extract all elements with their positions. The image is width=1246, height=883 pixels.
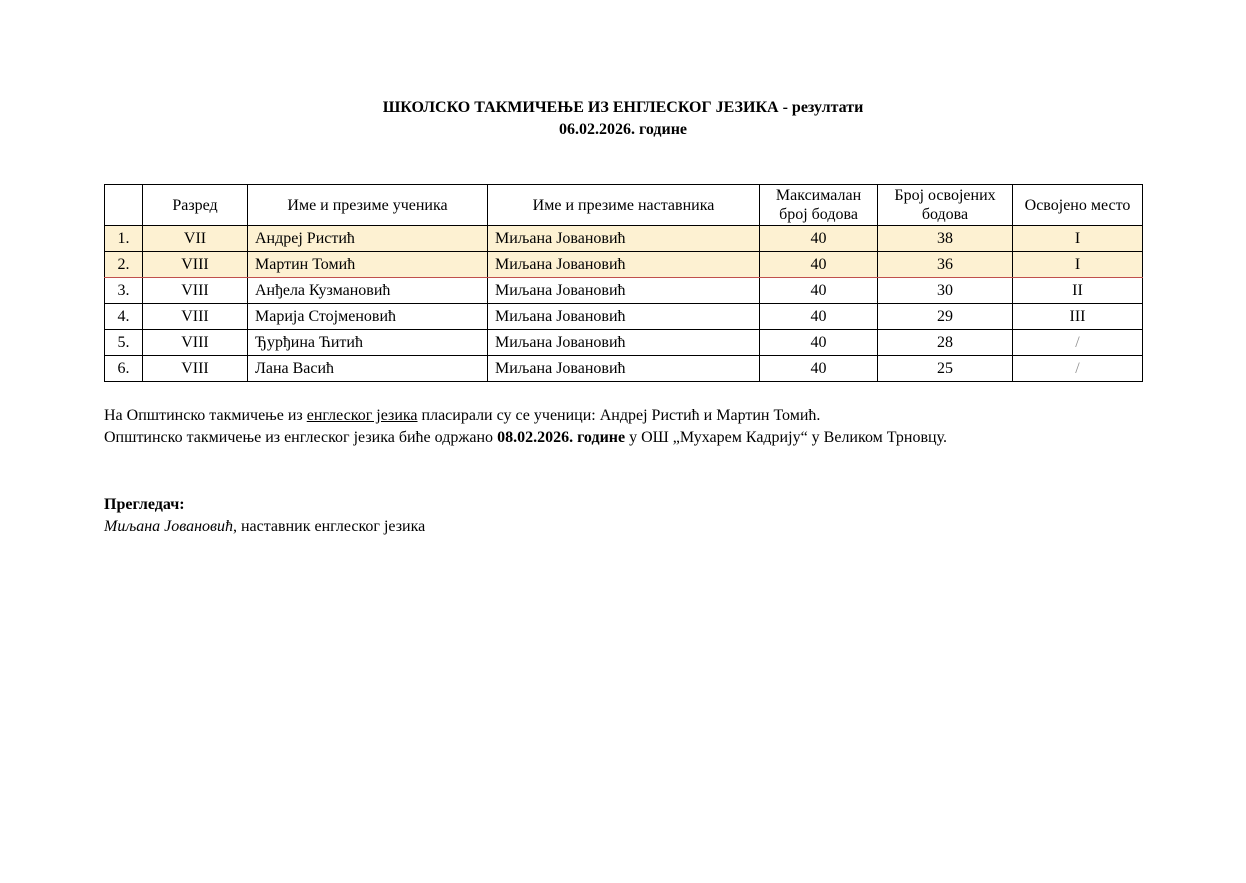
title-line-1: ШКОЛСКО ТАКМИЧЕЊЕ ИЗ ЕНГЛЕСКОГ ЈЕЗИКА - резултати [382,99,864,116]
cell-max-points: 40 [760,226,878,252]
cell-grade: VIII [143,356,248,382]
cell-number: 4. [105,304,143,330]
cell-max-points: 40 [760,252,878,278]
cell-place: / [1013,330,1143,356]
table-row [105,278,1143,304]
table-row [105,226,1143,252]
cell-student: Ђурђина Ћитић [248,330,488,356]
municipal-date: 08.02.2026. године [497,429,626,446]
cell-points: 36 [878,252,1013,278]
header-grade: Разред [143,185,248,226]
cell-teacher: Миљана Јовановић [488,278,760,304]
subject-underlined: енглеског језика [306,407,418,424]
cell-number: 3. [105,278,143,304]
cell-number: 1. [105,226,143,252]
reviewer-label: Прегледач: [104,496,185,513]
cell-number: 5. [105,330,143,356]
title-line-2: 06.02.2026. године [558,121,688,138]
header-number [105,185,143,226]
cell-max-points: 40 [760,278,878,304]
cell-place: I [1013,252,1143,278]
cell-number: 2. [105,252,143,278]
results-table [104,184,1143,382]
cell-points: 25 [878,356,1013,382]
table-row [105,304,1143,330]
cell-teacher: Миљана Јовановић [488,356,760,382]
cell-grade: VIII [143,330,248,356]
cell-points: 30 [878,278,1013,304]
cell-max-points: 40 [760,304,878,330]
cell-grade: VII [143,226,248,252]
cell-student: Лана Васић [248,356,488,382]
notes-paragraph [104,405,947,449]
cell-student: Андреј Ристић [248,226,488,252]
table-row [105,252,1143,278]
cell-points: 38 [878,226,1013,252]
cell-teacher: Миљана Јовановић [488,226,760,252]
cell-teacher: Миљана Јовановић [488,304,760,330]
cell-teacher: Миљана Јовановић [488,252,760,278]
cell-student: Марија Стојменовић [248,304,488,330]
cell-number: 6. [105,356,143,382]
header-points: Број освојених бодова [878,185,1013,226]
qualification-note: На Општинско такмичење из енглеског језика пласирали су се ученици: Андреј Ристић и Мартин Томић. [104,407,821,424]
cell-max-points: 40 [760,330,878,356]
reviewer-name: Миљана Јовановић [104,518,233,535]
cell-student: Анђела Кузмановић [248,278,488,304]
reviewer-block [104,494,425,538]
document-title [0,97,1246,141]
cell-place: III [1013,304,1143,330]
cell-place: / [1013,356,1143,382]
cell-student: Мартин Томић [248,252,488,278]
cell-points: 28 [878,330,1013,356]
table-header-row [105,185,1143,226]
header-teacher: Име и презиме наставника [488,185,760,226]
cell-place: II [1013,278,1143,304]
municipal-competition-note: Општинско такмичење из енглеског језика биће одржано 08.02.2026. године у ОШ „Мухарем Кадрију“ у Великом Трновцу. [104,429,948,446]
cell-max-points: 40 [760,356,878,382]
cell-grade: VIII [143,304,248,330]
cell-teacher: Миљана Јовановић [488,330,760,356]
cell-grade: VIII [143,278,248,304]
cell-place: I [1013,226,1143,252]
table-row [105,330,1143,356]
header-max-points: Максималан број бодова [760,185,878,226]
table-row [105,356,1143,382]
header-place: Освојено место [1013,185,1143,226]
cell-points: 29 [878,304,1013,330]
header-student: Име и презиме ученика [248,185,488,226]
reviewer-role: , наставник енглеског језика [232,518,426,535]
cell-grade: VIII [143,252,248,278]
